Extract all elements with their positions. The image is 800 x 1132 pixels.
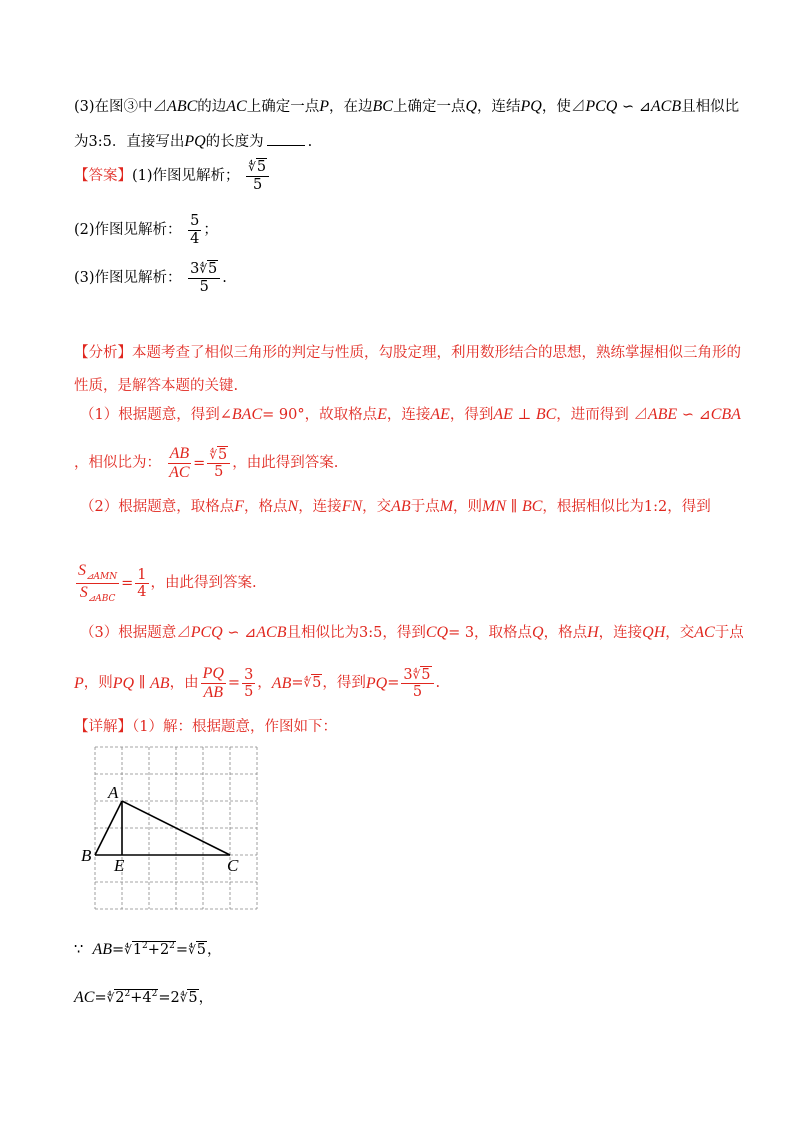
- analysis-line2: 性质，是解答本题的关键.: [74, 378, 239, 394]
- answer2-fraction: $\frac{5}{4}$: [190, 213, 200, 247]
- label-a: A: [108, 783, 119, 802]
- ac-computation: $AC=∜2^2+4^2=2∜5$，: [74, 989, 214, 1006]
- detail-line: 【详解】（1）解：根据题意，作图如下：: [74, 719, 337, 735]
- ab-computation: ∵ $AB=∜1^2+2^2=∜5$，: [74, 941, 222, 958]
- analysis-step1-line1: （1）根据题意，得到∠BAC= 90°，故取格点E，连接AE，得到AE ⊥ BC，进而得到 ⊿ABE ∽ ⊿CBA: [80, 406, 741, 423]
- analysis-step3-line2: P，则PQ ∥ AB，由 $\frac{PQ}{AB}$ = $\frac{3}{5}$ ，AB=∜5，得到PQ= $\frac{3∜5}{5}$ .: [74, 665, 441, 701]
- analysis-step1-line2: ，相似比为： $\frac{AB}{AC}$ = $\frac{∜5}{5}$ ，由此得到答案.: [74, 445, 339, 481]
- answer1-fraction: $\frac{∜5}{5}$: [246, 160, 269, 192]
- label-b: B: [81, 846, 92, 865]
- answer-tag: 【答案】: [74, 168, 132, 184]
- label-e: E: [114, 856, 125, 875]
- analysis-step2-line1: （2）根据题意，取格点F，格点N，连接FN，交AB于点M，则MN ∥ BC，根据相似比为1:2，得到: [80, 498, 711, 515]
- answer-line1: 【答案】(1)作图见解析； $\frac{∜5}{5}$: [74, 160, 271, 192]
- q3-line2: 为3:5．直接写出PQ的长度为 .: [74, 133, 313, 150]
- analysis-step3-line1: （3）根据题意⊿PCQ ∽ ⊿ACB且相似比为3:5，得到CQ= 3，取格点Q，格点H，连接QH，交AC于点: [80, 624, 744, 641]
- label-c: C: [227, 856, 239, 875]
- answer3-fraction: $\frac{3∜5}{5}$: [188, 262, 220, 294]
- analysis-step2-line2: $\frac{S_{⊿AMN}}{S_{⊿ABC}}$ = $\frac{1}{4}$ ，由此得到答案.: [78, 562, 257, 604]
- answer-line3: (3)作图见解析： $\frac{3∜5}{5}$ .: [74, 261, 227, 295]
- answer-blank: [267, 133, 305, 146]
- grid-figure: [75, 744, 265, 914]
- q3-line1: (3)在图③中⊿ABC的边AC上确定一点P，在边BC上确定一点Q，连结PQ，使⊿PCQ ∽ ⊿ACB且相似比: [74, 98, 740, 115]
- analysis-line1: 【分析】本题考查了相似三角形的判定与性质，勾股定理，利用数形结合的思想，熟练掌握相似三角形的: [74, 345, 741, 361]
- answer-line2: (2)作图见解析： $\frac{5}{4}$ ；: [74, 213, 218, 247]
